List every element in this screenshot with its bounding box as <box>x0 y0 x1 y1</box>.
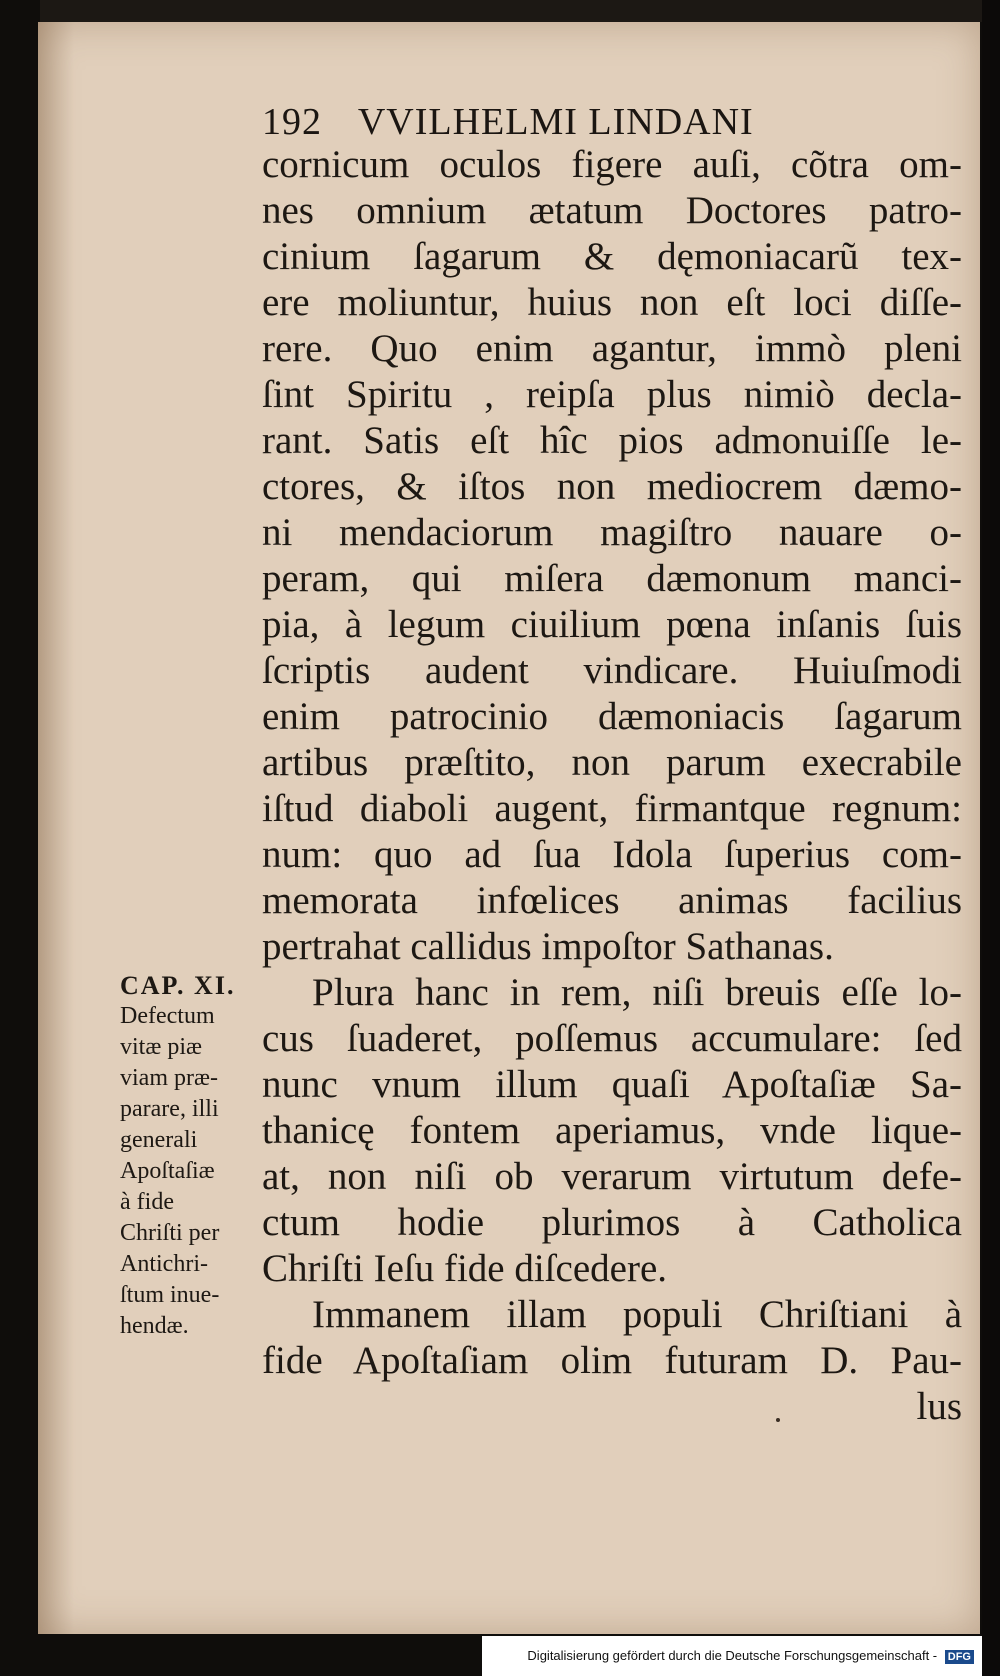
text-line: ctores, & iſtos non mediocrem dæmo- <box>262 465 962 508</box>
marginal-note-line: à fide <box>120 1189 174 1215</box>
ink-spot <box>776 1418 780 1422</box>
text-line: cinium ſagarum & dęmoniacarũ tex- <box>262 235 962 278</box>
chapter-heading: CAP. XI. <box>120 971 236 1000</box>
text-line: thanicę fontem aperiamus, vnde lique- <box>262 1109 962 1152</box>
text-line: ſint Spiritu , reipſa plus nimiò decla- <box>262 373 962 416</box>
text-line: nunc vnum illum quaſi Apoſtaſiæ Sa- <box>262 1063 962 1106</box>
text-line: fide Apoſtaſiam olim futuram D. Pau- <box>262 1339 962 1382</box>
marginal-note-line: viam præ- <box>120 1065 218 1091</box>
text-line: ere moliuntur, huius non eſt loci diſſe- <box>262 281 962 324</box>
text-line: enim patrocinio dæmoniacis ſagarum <box>262 695 962 738</box>
text-line: nes omnium ætatum Doctores patro- <box>262 189 962 232</box>
funding-notice: Digitalisierung gefördert durch die Deutsche Forschungsgemeinschaft - <box>527 1648 938 1663</box>
marginal-note-line: Chriſti per <box>120 1220 220 1246</box>
marginal-note-line: vitæ piæ <box>120 1034 203 1060</box>
marginal-note-line: parare, illi <box>120 1096 219 1122</box>
marginal-note-line: ſtum inue- <box>120 1282 220 1308</box>
text-line: ſcriptis audent vindicare. Huiuſmodi <box>262 649 962 692</box>
marginal-note <box>120 970 260 1342</box>
main-text-block <box>262 142 962 1430</box>
dfg-logo: DFG <box>945 1650 974 1664</box>
book-gutter-shadow <box>982 0 1000 1676</box>
catchword: lus <box>916 1385 962 1428</box>
text-line: peram, qui miſera dæmonum manci- <box>262 557 962 600</box>
text-line: rere. Quo enim agantur, immò pleni <box>262 327 962 370</box>
marginal-note-line: Antichri- <box>120 1251 208 1277</box>
text-line: ni mendaciorum magiſtro nauare o- <box>262 511 962 554</box>
marginal-note-line: generali <box>120 1127 198 1153</box>
text-line: iſtud diaboli augent, firmantque regnum: <box>262 787 962 830</box>
text-line: pertrahat callidus impoſtor Sathanas. <box>262 925 834 968</box>
text-line: ctum hodie plurimos à Catholica <box>262 1201 962 1244</box>
text-line: pia, à legum ciuilium pœna inſanis ſuis <box>262 603 962 646</box>
text-line: memorata infœlices animas facilius <box>262 879 962 922</box>
text-line: num: quo ad ſua Idola ſuperius com- <box>262 833 962 876</box>
text-line: Immanem illam populi Chriſtiani à <box>312 1293 962 1336</box>
marginal-note-line: Apoſtaſiæ <box>120 1158 215 1184</box>
text-line: artibus præſtito, non parum execrabile <box>262 741 962 784</box>
book-top-edge <box>40 0 1000 22</box>
marginal-note-line: hendæ. <box>120 1313 189 1339</box>
running-header <box>262 100 862 144</box>
text-line: cus ſuaderet, poſſemus accumulare: ſed <box>262 1017 962 1060</box>
text-line: Chriſti Ieſu fide diſcedere. <box>262 1247 668 1290</box>
text-line: rant. Satis eſt hîc pios admonuiſſe le- <box>262 419 962 462</box>
running-title: VVILHELMI LINDANI <box>357 101 754 143</box>
marginal-note-line: Defectum <box>120 1003 215 1029</box>
text-line: cornicum oculos figere auſi, cõtra om- <box>262 143 962 186</box>
digitization-footer <box>482 1636 982 1676</box>
text-line: Plura hanc in rem, niſi breuis eſſe lo- <box>312 971 962 1014</box>
page-number: 192 <box>262 101 322 143</box>
text-line: at, non niſi ob verarum virtutum defe- <box>262 1155 962 1198</box>
